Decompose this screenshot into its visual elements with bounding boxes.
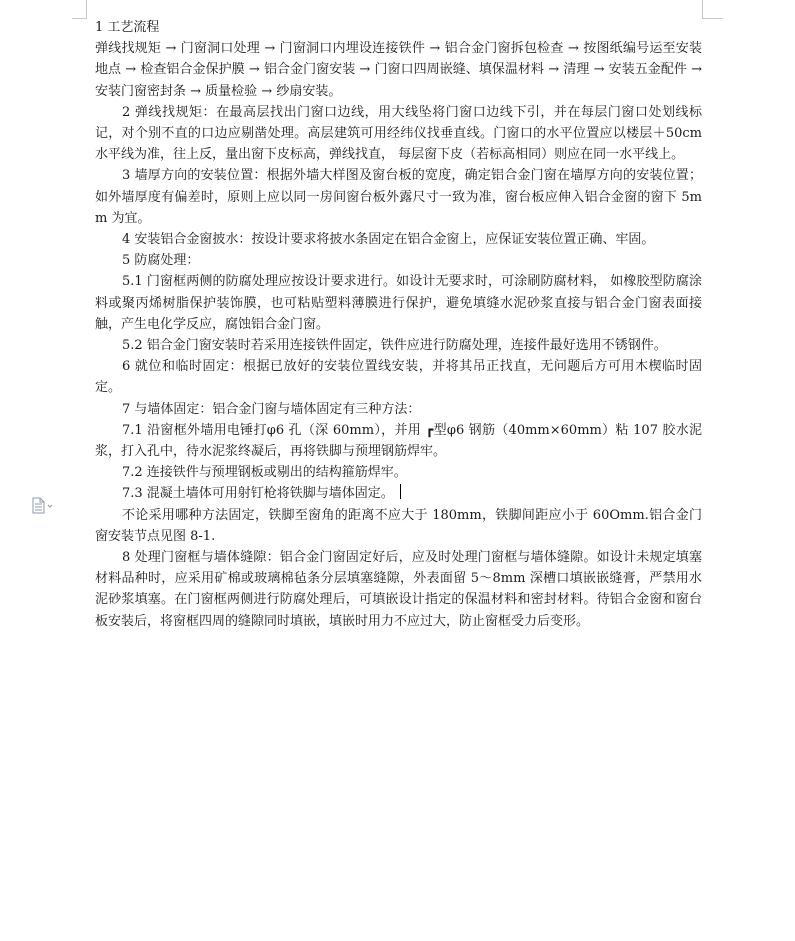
paragraph-2-line-marking: 2 弹线找规矩：在最高层找出门窗口边线，用大线坠将门窗口边线下引，并在每层门窗口处划线标记，对个别不直的口边应剔凿处理。高层建筑可用经纬仪找垂直线。门窗口的水平位置应以楼层＋50cm 水平线为准，往上反，量出窗下皮标高，弹线找直， 每层窗下皮（若标高相同）则应在同一水平线上。 bbox=[95, 104, 702, 163]
paragraph-5-1: 5.1 门窗框两侧的防腐处理应按设计要求进行。如设计无要求时，可涂刷防腐材料， 如橡胶型防腐涂料或聚丙烯树脂保护装饰膜，也可粘贴塑料薄膜进行保护，避免填缝水泥砂浆直接与铝合金门窗表面接触，产生电化学反应，腐蚀铝合金门窗。 bbox=[95, 274, 702, 332]
process-flow-paragraph: 弹线找规矩 → 门窗洞口处理 → 门窗洞口内埋设连接铁件 → 铝合金门窗拆包检查 → 按图纸编号运至安装地点 → 检查铝合金保护膜 → 铝合金门窗安装 → 门窗口四周嵌缝、填保温材料 → 清理 → 安装五金配件 → 安装门窗密封条 → 质量检验 → 纱扇安装。 bbox=[95, 41, 702, 99]
document-icon[interactable] bbox=[29, 496, 55, 514]
crop-mark-top-right bbox=[702, 0, 723, 19]
paragraph-3-wall-position: 3 墙厚方向的安装位置：根据外墙大样图及窗台板的宽度，确定铝合金门窗在墙厚方向的安装位置；如外墙厚度有偏差时，原则上应以同一房间窗台板外露尺寸一致为准，窗台板应伸入铝合金窗的窗下 5mm 为宜。 bbox=[95, 168, 702, 226]
paragraph-7-wall-fixing: 7 与墙体固定：铝合金门窗与墙体固定有三种方法： bbox=[122, 401, 421, 417]
paragraph-7-3-line bbox=[95, 483, 702, 504]
paragraph-fixing-distance: 不论采用哪种方法固定，铁脚至窗角的距离不应大于 180mm，铁脚间距应小于 60Omm.铝合金门窗安装节点见图 8-1. bbox=[95, 507, 702, 544]
crop-mark-top-left bbox=[72, 0, 87, 19]
paragraph-7-3: 7.3 混凝土墙体可用射钉枪将铁脚与墙体固定。 bbox=[122, 486, 394, 502]
section-heading: 1 工艺流程 bbox=[95, 20, 160, 35]
document-icon-graphic bbox=[29, 496, 55, 514]
paragraph-4-drip-strip: 4 安装铝合金窗披水：按设计要求将披水条固定在铝合金窗上，应保证安装位置正确、牢固。 bbox=[122, 232, 655, 248]
document-body[interactable] bbox=[95, 17, 702, 632]
paragraph-5-anticorrosion: 5 防腐处理： bbox=[122, 253, 200, 269]
paragraph-6-positioning: 6 就位和临时固定：根据已放好的安装位置线安装，并将其吊正找直，无问题后方可用木楔临时固定。 bbox=[95, 359, 702, 396]
paragraph-7-1: 7.1 沿窗框外墙用电锤打φ6 孔（深 60mm），并用 ┏型φ6 钢筋（40mm×60mm）粘 107 胶水泥浆，打入孔中，待水泥浆终凝后，再将铁脚与预埋钢筋焊牢。 bbox=[95, 422, 702, 460]
paragraph-8-gap-treatment: 8 处理门窗框与墙体缝隙：铝合金门窗固定好后，应及时处理门窗框与墙体缝隙。如设计未规定填塞材料品种时，应采用矿棉或玻璃棉毡条分层填塞缝隙，外表面留 5～8mm 深槽口填嵌嵌缝膏，严禁用水泥砂浆填塞。在门窗框两侧进行防腐处理后，可填嵌设计指定的保温材料和密封材料。待铝合金窗和窗台板安装后，将窗框四周的缝隙同时填嵌，填嵌时用力不应过大，防止窗框受力后变形。 bbox=[95, 550, 702, 629]
paragraph-5-2: 5.2 铝合金门窗安装时若采用连接铁件固定，铁件应进行防腐处理，连接件最好选用不锈钢件。 bbox=[122, 338, 667, 354]
text-cursor bbox=[400, 484, 402, 499]
paragraph-7-2: 7.2 连接铁件与预埋钢板或剔出的结构箍筋焊牢。 bbox=[122, 465, 407, 481]
